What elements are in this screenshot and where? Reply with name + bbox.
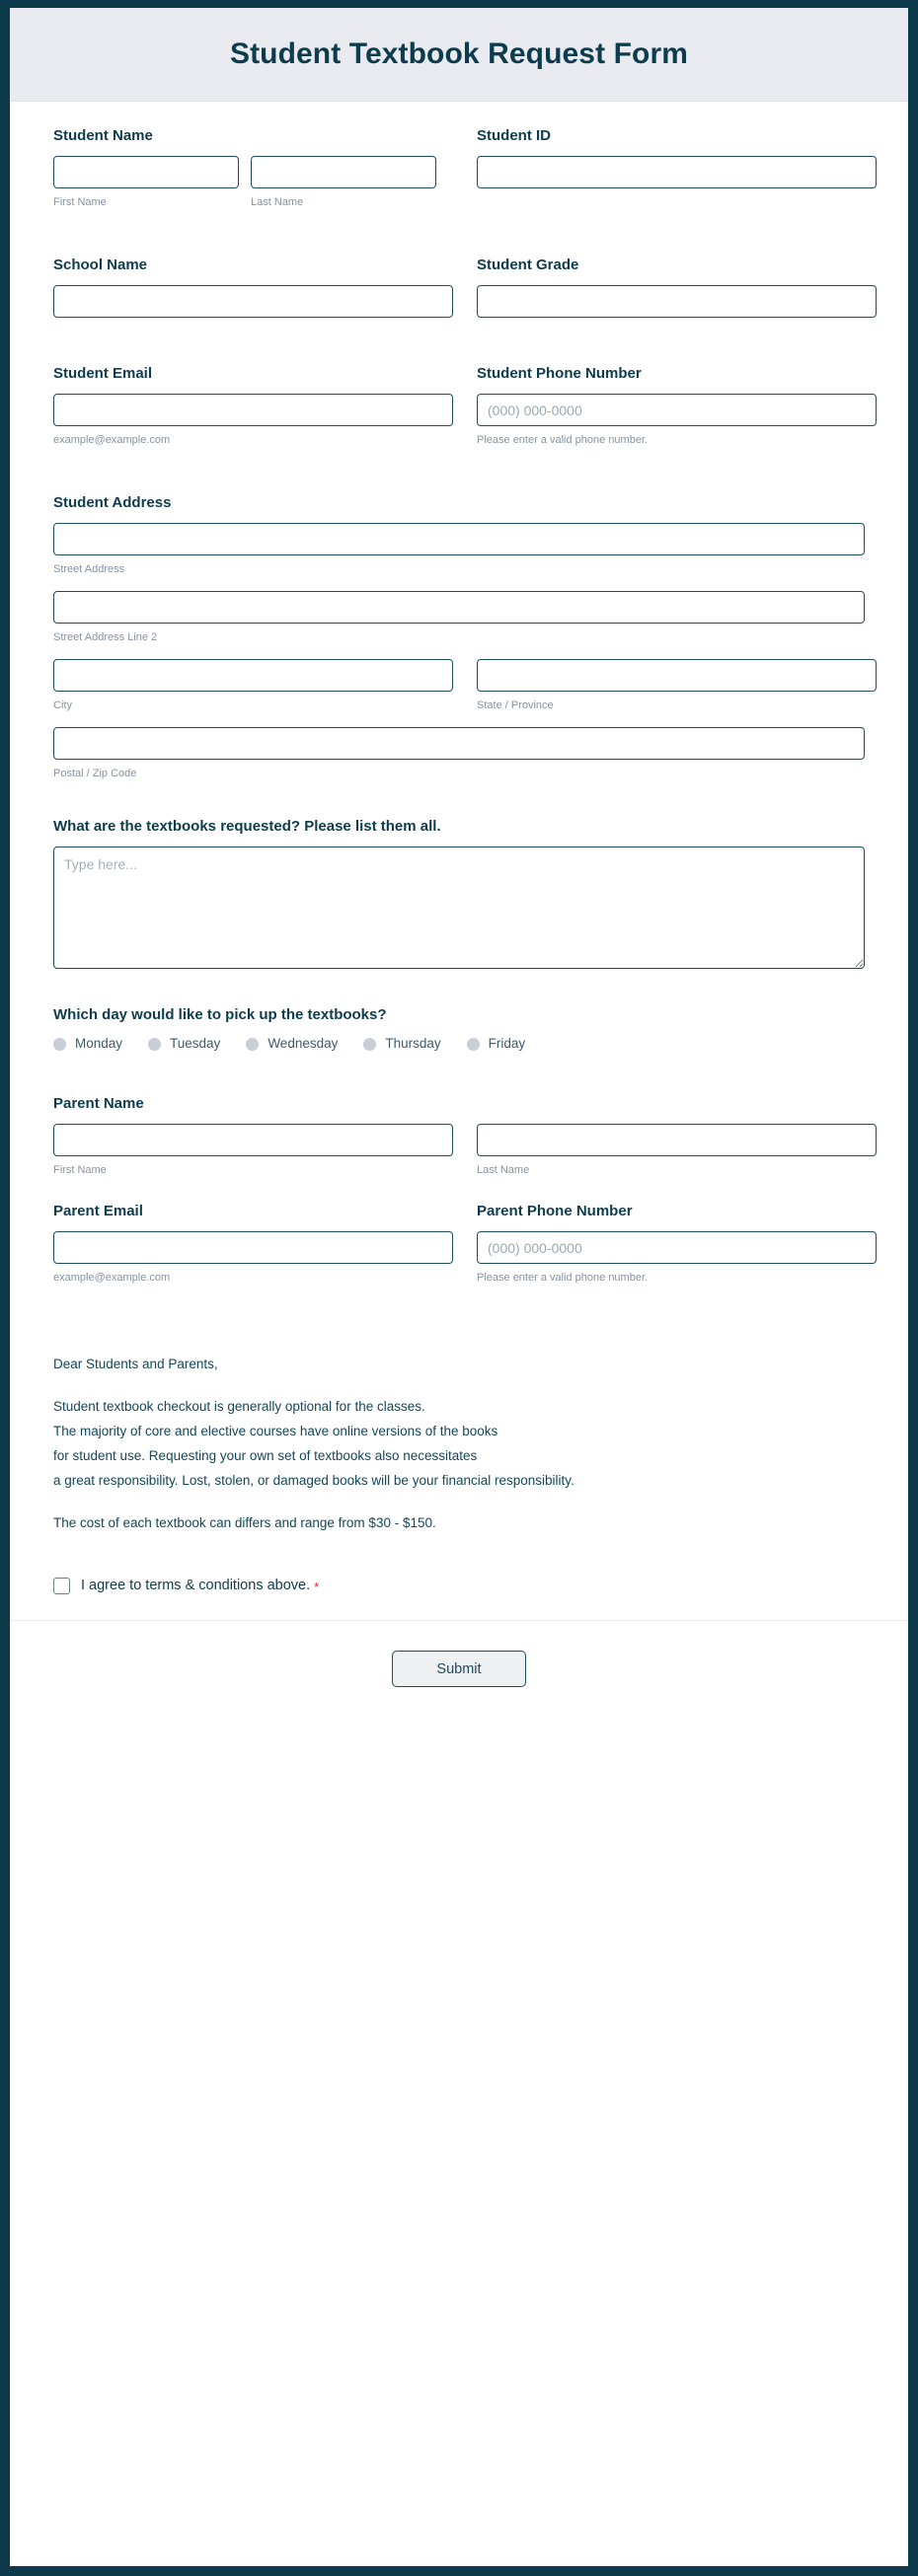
radio-option-wednesday[interactable] xyxy=(246,1036,338,1052)
student-last-name-input[interactable] xyxy=(251,156,436,188)
field-student-phone xyxy=(477,365,877,447)
terms-agreement-row[interactable] xyxy=(53,1577,865,1594)
field-textbooks-requested xyxy=(53,818,865,969)
form-sheet xyxy=(10,8,908,2566)
field-parent-phone xyxy=(477,1203,877,1285)
student-first-name-group xyxy=(53,156,239,209)
radio-option-tuesday[interactable] xyxy=(148,1036,220,1052)
radio-circle-icon xyxy=(467,1038,480,1051)
parent-phone-sublabel: Please enter a valid phone number. xyxy=(477,1272,649,1284)
radio-circle-icon xyxy=(53,1038,66,1051)
terms-label: I agree to terms & conditions above. xyxy=(81,1578,311,1593)
radio-option-monday[interactable] xyxy=(53,1036,122,1052)
parent-email-sublabel: example@example.com xyxy=(53,1272,171,1284)
radio-circle-icon xyxy=(363,1038,376,1051)
radio-circle-icon xyxy=(246,1038,259,1051)
city-sublabel: City xyxy=(53,699,72,711)
label-parent-email: Parent Email xyxy=(53,1203,143,1219)
parent-last-name-input[interactable] xyxy=(477,1124,877,1156)
street-address-group xyxy=(53,523,865,576)
label-student-id: Student ID xyxy=(477,127,551,144)
student-email-input[interactable] xyxy=(53,394,453,426)
street-address-2-sublabel: Street Address Line 2 xyxy=(53,631,158,643)
street-address-sublabel: Street Address xyxy=(53,563,125,575)
row-parent-email-phone xyxy=(53,1203,865,1306)
label-student-grade: Student Grade xyxy=(477,257,579,273)
submit-button[interactable]: Submit xyxy=(392,1651,526,1687)
state-input[interactable] xyxy=(477,659,877,692)
field-school-name xyxy=(53,257,453,318)
street-address-input[interactable] xyxy=(53,523,865,555)
label-student-email: Student Email xyxy=(53,365,153,382)
label-parent-phone: Parent Phone Number xyxy=(477,1203,633,1219)
label-student-name: Student Name xyxy=(53,127,153,144)
label-textbooks-requested: What are the textbooks requested? Please list them all. xyxy=(53,818,441,835)
field-student-id xyxy=(477,127,877,209)
city-input[interactable] xyxy=(53,659,453,692)
student-grade-input[interactable] xyxy=(477,285,877,318)
disclaimer-line-2: The majority of core and elective courses have online versions of the books xyxy=(53,1424,498,1438)
field-student-email xyxy=(53,365,453,447)
label-student-phone: Student Phone Number xyxy=(477,365,642,382)
disclaimer-body xyxy=(53,1394,865,1493)
postal-code-group xyxy=(53,727,865,780)
form-body xyxy=(10,102,908,1687)
street-address-2-group xyxy=(53,591,865,644)
field-student-name xyxy=(53,127,453,209)
disclaimer-line-3: for student use. Requesting your own set of textbooks also necessitates xyxy=(53,1448,478,1463)
radio-option-friday[interactable] xyxy=(467,1036,526,1052)
student-last-name-group xyxy=(251,156,436,209)
student-last-name-sublabel: Last Name xyxy=(251,196,304,208)
student-name-inputs xyxy=(53,156,453,209)
form-header xyxy=(10,8,908,102)
city-group xyxy=(53,659,453,712)
row-school-grade xyxy=(53,257,865,339)
radio-label-monday: Monday xyxy=(75,1036,123,1051)
radio-option-thursday[interactable] xyxy=(363,1036,440,1052)
radio-label-tuesday: Tuesday xyxy=(170,1036,221,1051)
disclaimer-line-4: a great responsibility. Lost, stolen, or damaged books will be your financial responsibility. xyxy=(53,1473,574,1488)
row-student-name-id xyxy=(53,127,865,231)
field-student-address xyxy=(53,494,865,780)
postal-code-sublabel: Postal / Zip Code xyxy=(53,768,137,779)
field-parent-name xyxy=(53,1095,865,1177)
row-student-email-phone xyxy=(53,365,865,469)
student-first-name-input[interactable] xyxy=(53,156,239,188)
row-city-state xyxy=(53,659,865,712)
disclaimer-cost-line: The cost of each textbook can differs and range from $30 - $150. xyxy=(53,1515,436,1530)
field-parent-email xyxy=(53,1203,453,1285)
field-pickup-day xyxy=(53,1006,865,1052)
parent-name-inputs xyxy=(53,1124,865,1177)
student-phone-input[interactable] xyxy=(477,394,877,426)
radio-label-friday: Friday xyxy=(488,1036,526,1051)
required-asterisk-icon: * xyxy=(314,1579,320,1594)
student-first-name-sublabel: First Name xyxy=(53,196,107,208)
field-student-grade xyxy=(477,257,877,318)
label-parent-name: Parent Name xyxy=(53,1095,144,1112)
parent-first-name-input[interactable] xyxy=(53,1124,453,1156)
pickup-day-options xyxy=(53,1036,865,1052)
parent-last-name-group xyxy=(477,1124,877,1177)
student-phone-sublabel: Please enter a valid phone number. xyxy=(477,434,649,446)
disclaimer-line-1: Student textbook checkout is generally optional for the classes. xyxy=(53,1399,425,1414)
parent-phone-input[interactable] xyxy=(477,1231,877,1264)
state-sublabel: State / Province xyxy=(477,699,554,711)
postal-code-input[interactable] xyxy=(53,727,865,760)
parent-first-name-group xyxy=(53,1124,453,1177)
student-email-sublabel: example@example.com xyxy=(53,434,171,446)
student-id-input[interactable] xyxy=(477,156,877,188)
radio-circle-icon xyxy=(148,1038,161,1051)
textbooks-requested-textarea[interactable] xyxy=(53,846,865,969)
radio-label-thursday: Thursday xyxy=(385,1036,441,1051)
street-address-2-input[interactable] xyxy=(53,591,865,624)
parent-email-input[interactable] xyxy=(53,1231,453,1264)
state-group xyxy=(477,659,877,712)
page-title: Student Textbook Request Form xyxy=(229,37,689,70)
label-student-address: Student Address xyxy=(53,494,172,511)
parent-first-name-sublabel: First Name xyxy=(53,1164,107,1176)
disclaimer-salutation: Dear Students and Parents, xyxy=(53,1357,218,1371)
school-name-input[interactable] xyxy=(53,285,453,318)
disclaimer-text xyxy=(53,1352,865,1535)
label-school-name: School Name xyxy=(53,257,148,273)
parent-last-name-sublabel: Last Name xyxy=(477,1164,530,1176)
label-pickup-day: Which day would like to pick up the textbooks? xyxy=(53,1006,387,1023)
terms-checkbox[interactable] xyxy=(53,1578,70,1594)
radio-label-wednesday: Wednesday xyxy=(268,1036,339,1051)
submit-area xyxy=(53,1621,865,1687)
